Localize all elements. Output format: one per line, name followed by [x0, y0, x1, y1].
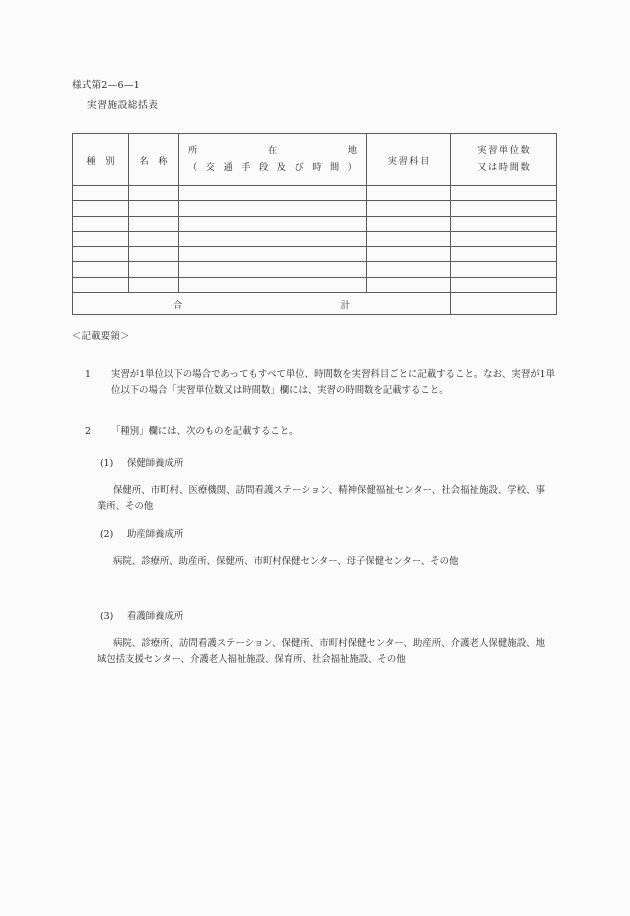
subitem-2-body: 病院、診療所、助産所、保健所、市町村保健センター、母子保健センター、その他	[113, 556, 459, 567]
cell-type[interactable]	[73, 247, 129, 262]
note-number-2: 2	[85, 426, 91, 437]
header-cell-subject	[367, 134, 451, 186]
cell-credits[interactable]	[451, 247, 557, 262]
cell-credits[interactable]	[451, 262, 557, 277]
cell-location[interactable]	[179, 201, 367, 216]
total-label: 合計	[173, 299, 350, 311]
cell-credits[interactable]	[451, 186, 557, 201]
page-title: 実習施設総括表	[87, 100, 159, 111]
header-cell-name	[129, 134, 179, 186]
header-cell-type	[73, 134, 129, 186]
note-number-1: 1	[85, 369, 91, 380]
cell-name[interactable]	[129, 247, 179, 262]
cell-location[interactable]	[179, 186, 367, 201]
header-cell-location	[179, 134, 367, 186]
cell-credits[interactable]	[451, 277, 557, 292]
header-label-location-line1: 所在地	[188, 145, 357, 157]
cell-subject[interactable]	[367, 262, 451, 277]
form-number: 様式第2—6—1	[72, 80, 140, 91]
subitem-3-heading	[100, 608, 183, 622]
cell-subject[interactable]	[367, 216, 451, 231]
total-label-cell	[73, 293, 451, 315]
cell-subject[interactable]	[367, 247, 451, 262]
header-cell-credits	[451, 134, 557, 186]
cell-type[interactable]	[73, 186, 129, 201]
cell-name[interactable]	[129, 216, 179, 231]
note-item-1	[85, 367, 555, 399]
table-row[interactable]	[73, 277, 557, 292]
header-label-credits-line2: 又は時間数	[477, 161, 532, 173]
header-label-subject: 実習科目	[387, 155, 431, 167]
table-header-row	[73, 134, 557, 186]
header-label-name: 名 称	[139, 155, 171, 167]
table-row[interactable]	[73, 231, 557, 246]
cell-credits[interactable]	[451, 216, 557, 231]
cell-credits[interactable]	[451, 231, 557, 246]
cell-name[interactable]	[129, 186, 179, 201]
subitem-1-marker: (1)	[100, 458, 114, 469]
cell-type[interactable]	[73, 277, 129, 292]
cell-type[interactable]	[73, 201, 129, 216]
cell-subject[interactable]	[367, 201, 451, 216]
cell-credits[interactable]	[451, 201, 557, 216]
table-row[interactable]	[73, 247, 557, 262]
subitem-2-heading	[100, 526, 183, 540]
subitem-3-body: 病院、診療所、訪問看護ステーション、保健所、市町村保健センター、助産所、介護老人保健施設、地域包括支援センター、介護老人福祉施設、保育所、社会福祉施設、その他	[97, 638, 545, 666]
subitem-2-marker: (2)	[100, 529, 114, 540]
cell-type[interactable]	[73, 262, 129, 277]
notes-heading: ＜記載要領＞	[72, 331, 130, 342]
cell-name[interactable]	[129, 201, 179, 216]
subitem-3-label: 看護師養成所	[127, 611, 184, 622]
table-row[interactable]	[73, 262, 557, 277]
note-text-2: 「種別」欄には、次のものを記載すること。	[111, 426, 299, 437]
cell-location[interactable]	[179, 277, 367, 292]
practicum-facility-table	[72, 133, 557, 315]
cell-location[interactable]	[179, 231, 367, 246]
cell-location[interactable]	[179, 247, 367, 262]
cell-subject[interactable]	[367, 186, 451, 201]
cell-type[interactable]	[73, 231, 129, 246]
note-item-2	[85, 424, 555, 440]
header-label-type: 種 別	[86, 155, 118, 167]
cell-name[interactable]	[129, 262, 179, 277]
table-row[interactable]	[73, 201, 557, 216]
subitem-1-heading	[100, 455, 183, 469]
cell-location[interactable]	[179, 262, 367, 277]
subitem-2-label: 助産師養成所	[127, 529, 184, 540]
note-text-1: 実習が1単位以下の場合であってもすべて単位、時間数を実習科目ごとに記載すること。なお、実習が1単位以下の場合「実習単位数又は時間数」欄には、実習の時間数を記載すること。	[111, 369, 555, 397]
table-row[interactable]	[73, 216, 557, 231]
header-label-credits-line1: 実習単位数	[477, 145, 532, 157]
subitem-1-label: 保健師養成所	[127, 458, 184, 469]
cell-type[interactable]	[73, 216, 129, 231]
total-value-cell[interactable]	[451, 293, 557, 315]
cell-subject[interactable]	[367, 277, 451, 292]
subitem-3-marker: (3)	[100, 611, 114, 622]
cell-name[interactable]	[129, 277, 179, 292]
table-row[interactable]	[73, 186, 557, 201]
header-label-location-line2: （交通手段及び時間）	[188, 161, 357, 173]
practicum-facility-table-wrap	[72, 133, 556, 315]
cell-name[interactable]	[129, 231, 179, 246]
table-total-row	[73, 293, 557, 315]
subitem-1-body: 保健所、市町村、医療機関、訪問看護ステーション、精神保健福祉センター、社会福祉施設、学校、事業所、その他	[97, 485, 545, 513]
cell-location[interactable]	[179, 216, 367, 231]
cell-subject[interactable]	[367, 231, 451, 246]
